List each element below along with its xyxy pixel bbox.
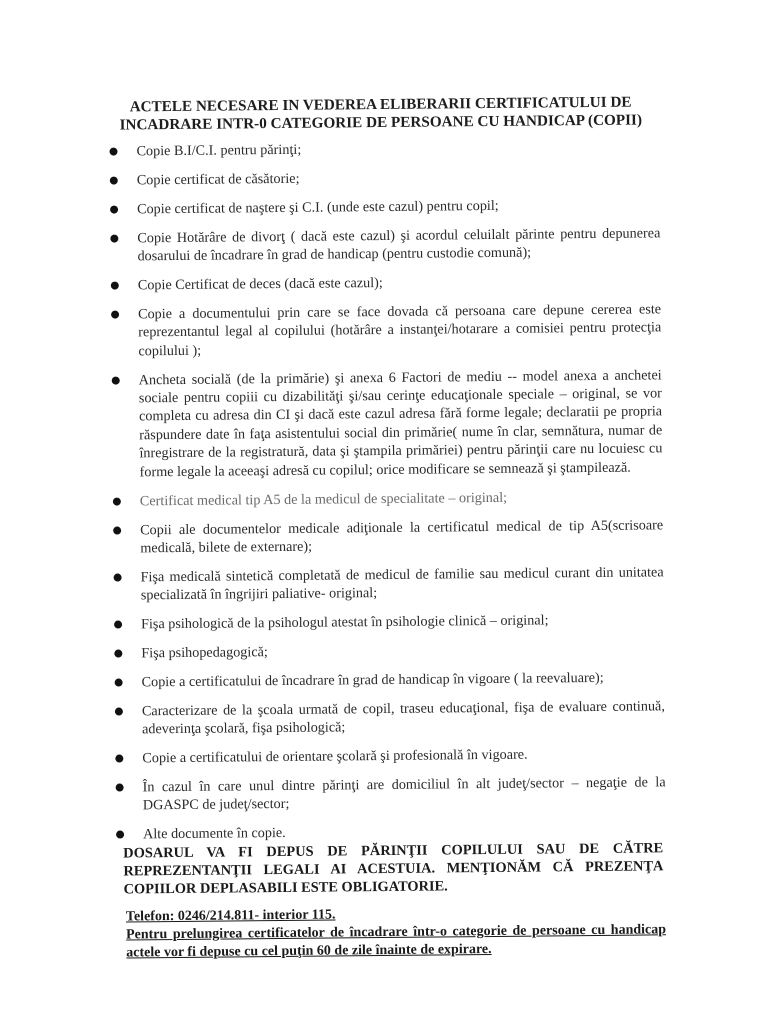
list-item: Copie Hotărâre de divorţ ( dacă este cazul) şi acordul celuilalt părinte pentru depunerea dosarului de încadrare în grad de handicap (pentru custodie comună); [105, 224, 660, 266]
required-documents-list [104, 137, 666, 855]
list-item: Copie certificat de naştere şi C.I. (unde este cazul) pentru copil; [105, 195, 660, 219]
list-item: Fişa psihologică de la psihologul atestat în psihologie clinică – original; [109, 610, 664, 634]
list-item: Alte documente în copie. [111, 821, 666, 845]
title-line-2: INCADRARE INTR-0 CATEGORIE DE PERSOANE CU HANDICAP (COPII) [119, 111, 643, 134]
list-item: Caracterizare de la şcoala urmată de copil, traseu educaţional, fişa de evaluare continuă, adeverinţa şcolară, fişa psihologică; [110, 697, 665, 739]
list-item: Certificat medical tip A5 de la medicul de specialitate – original; [108, 487, 663, 511]
renewal-note: Pentru prelungirea certificatelor de încadrare într-o categorie de persoane cu handicap actele vor fi depuse cu cel puţin 60 de zile înainte de expirare. [125, 922, 667, 961]
contact-block [126, 903, 666, 962]
document-title [108, 93, 653, 134]
telephone-line: Telefon: 0246/214.811- interior 115. [125, 907, 336, 925]
title-line-1: ACTELE NECESARE IN VEDEREA ELIBERARII CERTIFICATULUI DE [129, 93, 632, 116]
list-item: Copie certificat de căsătorie; [105, 166, 660, 190]
presence-notice: DOSARUL VA FI DEPUS DE PĂRINŢII COPILULUI SAU DE CĂTRE REPREZENTANŢII LEGALI AI ACESTUIA. MENŢIONĂM CĂ PREZENŢA COPIILOR DEPLASABILI ESTE OBLIGATORIE. [123, 840, 664, 898]
list-item: Copie Certificat de deces (dacă este cazul); [106, 271, 661, 295]
list-item: Fişa medicală sintetică completată de medicul de familie sau medicul curant din unitatea specializată în îngrijiri paliative- original; [109, 563, 664, 605]
list-item: Copie a documentului prin care se face dovada că persoana care depune cererea este reprezentantul legal al copilului (hotărâre a instanţei/hotarare a comisiei pentru protecţia copilului ); [106, 300, 662, 361]
list-item: În cazul în care unul dintre părinţi are domiciliul în alt judeţ/sector – negaţie de la DGASPC de judeţ/sector; [111, 773, 666, 815]
list-item: Copie a certificatului de orientare şcolară şi profesională în vigoare. [110, 744, 665, 768]
list-item: Copie B.I/C.I. pentru părinţi; [104, 137, 659, 161]
list-item: Copie a certificatului de încadrare în grad de handicap în vigoare ( la reevaluare); [110, 668, 665, 692]
list-item: Ancheta socială (de la primărie) şi anexa 6 Factori de mediu -- model anexa a anchetei sociale pentru copiii cu dizabilităţi şi/sau cerinţe educaţionale speciale – original, se vor completa cu adresa din CI şi dacă este cazul adresa fără forme legale; declaratii pe propria răspundere date în faţa asistentului social din primărie( nume în clar, semnătura, numar de înregistrare de la registratură, data şi ştampila primăriei) pentru părinţii care nu locuiesc cu forme legale la aceeaşi adresă cu copilul; orice modificare se semnează şi ştampilează. [107, 366, 663, 482]
list-item: Fişa psihopedagogică; [109, 639, 664, 663]
list-item: Copii ale documentelor medicale adiţionale la certificatul medical de tip A5(scrisoare medicală, bilete de externare); [108, 516, 663, 558]
